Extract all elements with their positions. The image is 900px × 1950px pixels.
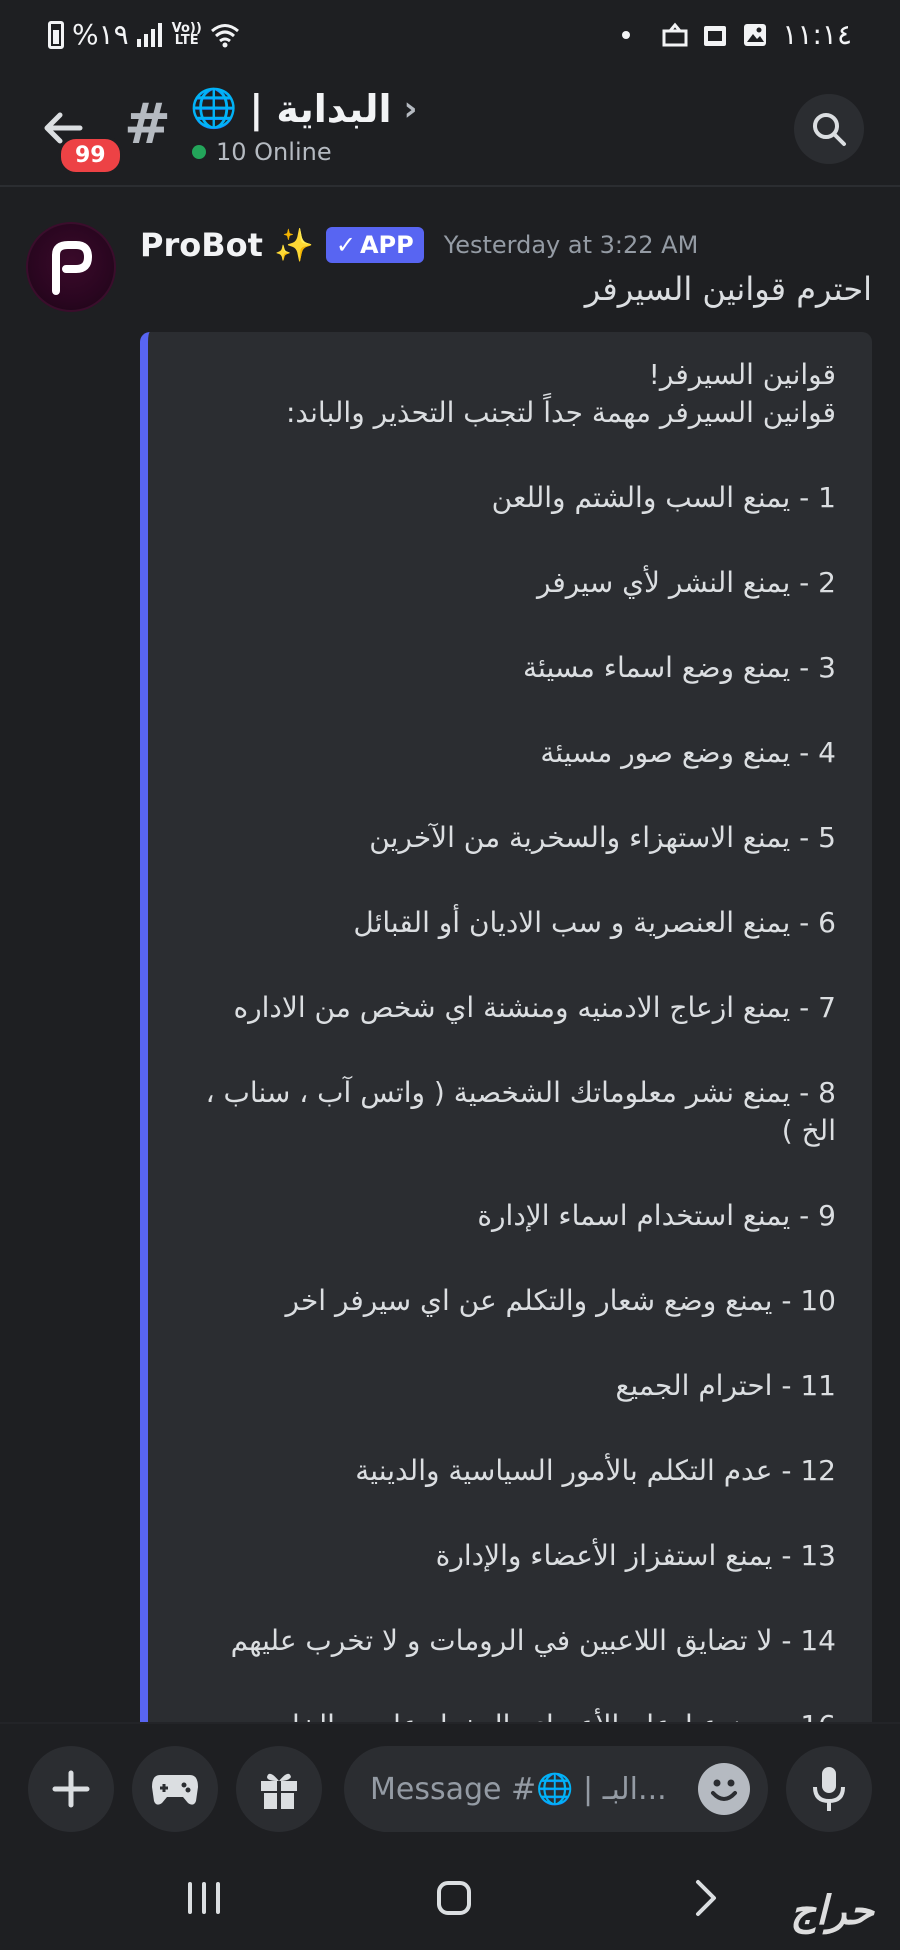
rule-item: 1 - يمنع السب والشتم واللعن: [491, 481, 836, 514]
app-badge-label: APP: [359, 231, 414, 259]
rule-item: 12 - عدم التكلم بالأمور السياسية والدينية: [355, 1454, 836, 1487]
battery-icon: [48, 21, 64, 49]
channel-header: [0, 72, 900, 187]
search-button[interactable]: [794, 94, 864, 164]
rule-item: 10 - يمنع وضع شعار والتكلم عن اي سيرفر اخر: [285, 1284, 836, 1317]
battery-percent: %١٩: [72, 18, 129, 51]
message-input-placeholder: Message #🌐 | البـ...: [370, 1771, 667, 1807]
probot-logo-icon: [48, 241, 94, 293]
embed-body: [196, 356, 836, 1745]
app-notification-icon: [662, 22, 688, 48]
online-count: 10 Online: [216, 138, 332, 166]
unread-badge: 99: [58, 136, 123, 175]
embed-title-line1: قوانين السيرفر!: [648, 358, 836, 391]
checkmark-icon: ✓: [335, 231, 356, 259]
network-label: Vo)) LTE: [171, 20, 202, 48]
channel-title[interactable]: [190, 86, 418, 131]
gallery-icon: [742, 22, 768, 48]
globe-emoji: 🌐: [190, 86, 238, 130]
rule-item: 13 - يمنع استفزاز الأعضاء والإدارة: [435, 1539, 836, 1572]
rule-item: 11 - احترام الجميع: [615, 1369, 836, 1402]
rule-item: 5 - يمنع الاستهزاء والسخرية من الآخرين: [369, 821, 836, 854]
voice-message-button[interactable]: [786, 1746, 872, 1832]
rule-item: 2 - يمنع النشر لأي سيرفر: [536, 566, 836, 599]
gift-icon: [257, 1767, 301, 1811]
author-name[interactable]: ProBot ✨: [140, 226, 314, 264]
activities-button[interactable]: [132, 1746, 218, 1832]
rules-embed: [140, 332, 872, 1752]
chevron-right-icon: [686, 1876, 726, 1920]
home-icon: [430, 1874, 478, 1922]
watermark-logo: حراج: [790, 1888, 874, 1934]
online-status: [192, 138, 332, 166]
add-attachment-button[interactable]: [28, 1746, 114, 1832]
chevron-right-icon: ›: [403, 88, 418, 129]
status-right: [622, 18, 852, 51]
emoji-button[interactable]: [698, 1763, 750, 1815]
plus-icon: [49, 1767, 93, 1811]
message-item[interactable]: [0, 190, 900, 1720]
smile-icon: [698, 1763, 750, 1815]
rule-item: 7 - يمنع ازعاج الادمنيه ومنشنة اي شخص من الاداره: [233, 991, 836, 1024]
wifi-icon: [212, 22, 238, 48]
search-icon: [810, 110, 848, 148]
app-badge: [326, 227, 424, 263]
signal-icon: [137, 23, 162, 47]
system-nav-bar: [0, 1852, 900, 1950]
message-composer: [0, 1722, 900, 1852]
message-text: احترم قوانين السيرفر: [584, 270, 872, 308]
clock: ١١:١٤: [782, 18, 852, 51]
status-bar: [0, 0, 900, 72]
embed-title-line2: قوانين السيرفر مهمة جداً لتجنب التحذير والباند:: [285, 396, 836, 429]
text-channel-icon: #: [124, 92, 171, 157]
rule-item: 9 - يمنع استخدام اسماء الإدارة: [477, 1199, 836, 1232]
channel-name: البداية |: [249, 86, 392, 131]
home-button[interactable]: [430, 1874, 478, 1922]
avatar[interactable]: [28, 224, 114, 310]
recent-apps-button[interactable]: [180, 1878, 228, 1918]
recents-icon: [180, 1878, 228, 1918]
message-header: [140, 226, 698, 264]
rule-item: 3 - يمنع وضع اسماء مسيئة: [523, 651, 836, 684]
media-notification-icon: [702, 22, 728, 48]
status-left: [48, 18, 238, 51]
rule-item: 6 - يمنع العنصرية و سب الاديان أو القبائل: [353, 906, 836, 939]
microphone-icon: [809, 1765, 849, 1813]
rule-item: 14 - لا تضايق اللاعبين في الرومات و لا تخرب عليهم: [230, 1624, 836, 1657]
rule-item: 8 - يمنع نشر معلوماتك الشخصية ( واتس آب ، سناب ، الخ ): [205, 1076, 836, 1147]
rule-item: 4 - يمنع وضع صور مسيئة: [540, 736, 836, 769]
notification-dot-icon: [622, 31, 630, 39]
gift-button[interactable]: [236, 1746, 322, 1832]
online-dot-icon: [192, 145, 206, 159]
message-timestamp: Yesterday at 3:22 AM: [443, 231, 699, 259]
message-input[interactable]: [344, 1746, 768, 1832]
gamepad-icon: [150, 1769, 200, 1809]
back-nav-button[interactable]: [686, 1876, 726, 1920]
